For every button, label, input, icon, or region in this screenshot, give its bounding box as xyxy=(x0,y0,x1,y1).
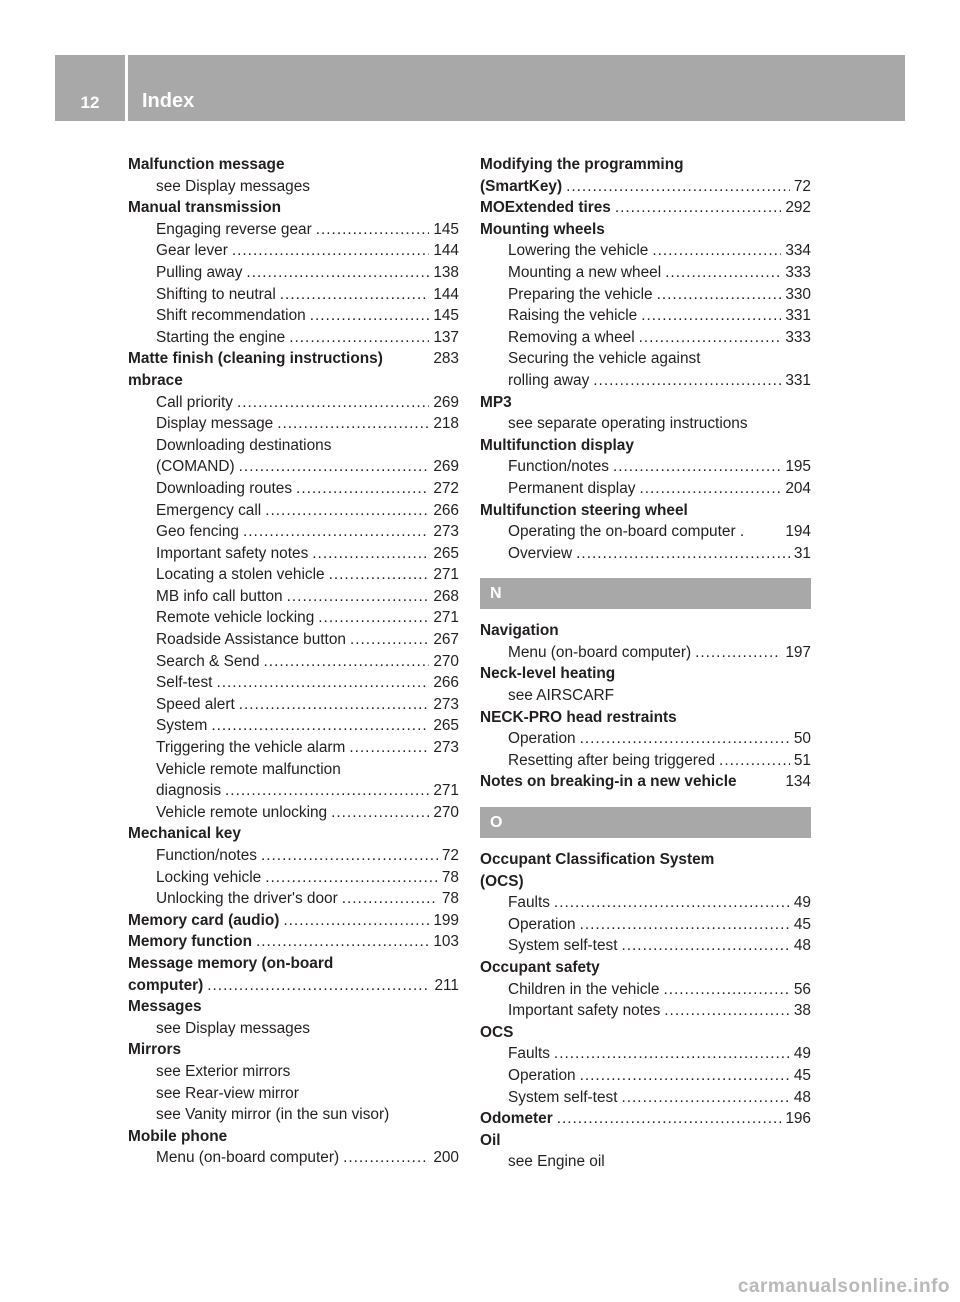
entry-label: (SmartKey) xyxy=(480,177,563,195)
entry-page-number[interactable]: 72 xyxy=(441,847,459,864)
index-subentry[interactable] xyxy=(480,685,811,707)
leader-dots xyxy=(580,914,790,936)
index-entry[interactable] xyxy=(480,1108,811,1130)
entry-label: Navigation xyxy=(480,622,559,640)
index-subentry[interactable] xyxy=(480,914,811,936)
entry-label: Speed alert xyxy=(156,695,235,713)
section-header: O xyxy=(480,807,811,838)
entry-page-number[interactable]: 268 xyxy=(433,587,459,605)
entry-page-number[interactable]: 283 xyxy=(433,350,459,368)
index-entry[interactable] xyxy=(128,975,459,997)
entry-page-number[interactable]: 266 xyxy=(433,674,459,692)
index-entry[interactable] xyxy=(480,707,811,729)
leader-dots xyxy=(350,629,429,651)
index-subentry[interactable] xyxy=(128,1083,459,1105)
entry-page-number[interactable]: 273 xyxy=(433,523,459,541)
leader-dots xyxy=(615,197,781,219)
index-entry[interactable] xyxy=(480,392,811,414)
leader-dots xyxy=(554,892,790,914)
entry-label: MP3 xyxy=(480,393,512,411)
index-subentry[interactable] xyxy=(128,607,459,629)
leader-dots xyxy=(243,521,429,543)
index-subentry[interactable] xyxy=(128,262,459,284)
entry-label: Emergency call xyxy=(156,501,262,519)
index-entry[interactable] xyxy=(480,154,811,176)
entry-label: Call priority xyxy=(156,393,233,411)
index-entry[interactable] xyxy=(480,871,811,893)
leader-dots xyxy=(342,888,438,910)
entry-label: Mounting a new wheel xyxy=(508,263,662,281)
entry-label: see AIRSCARF xyxy=(508,687,615,705)
entry-label: Unlocking the driver's door xyxy=(156,890,338,908)
leader-dots xyxy=(239,456,430,478)
entry-label: (OCS) xyxy=(480,872,524,890)
entry-page-number[interactable]: 331 xyxy=(785,371,811,389)
entry-label: Malfunction message xyxy=(128,156,285,173)
entry-page-number[interactable]: 292 xyxy=(785,199,811,217)
entry-page-number[interactable]: 137 xyxy=(433,328,459,346)
entry-page-number[interactable]: 331 xyxy=(785,307,811,325)
index-subentry[interactable] xyxy=(480,456,811,478)
index-entry[interactable] xyxy=(480,176,811,198)
entry-page-number[interactable]: 266 xyxy=(433,501,459,519)
index-subentry[interactable] xyxy=(128,392,459,414)
entry-page-number[interactable]: 134 xyxy=(785,773,811,791)
entry-label: Vehicle remote malfunction xyxy=(156,760,341,778)
index-subentry[interactable] xyxy=(128,219,459,241)
index-subentry[interactable] xyxy=(480,543,811,565)
leader-dots xyxy=(216,672,429,694)
leader-dots xyxy=(349,737,429,759)
entry-page-number[interactable]: 199 xyxy=(433,911,459,929)
index-subentry[interactable] xyxy=(480,1043,811,1065)
index-subentry[interactable] xyxy=(128,500,459,522)
index-entry[interactable] xyxy=(128,1039,459,1061)
index-subentry[interactable] xyxy=(128,845,459,867)
index-subentry[interactable] xyxy=(128,1061,459,1083)
entry-label: computer) xyxy=(128,976,204,994)
entry-label: Neck-level heating xyxy=(480,665,616,683)
entry-page-number[interactable]: 31 xyxy=(793,544,811,562)
leader-dots xyxy=(289,327,429,349)
entry-page-number[interactable]: 271 xyxy=(433,782,459,800)
index-subentry[interactable] xyxy=(480,370,811,392)
index-entry[interactable] xyxy=(480,219,811,241)
entry-page-number[interactable]: 200 xyxy=(433,1149,459,1167)
leader-dots xyxy=(695,642,781,664)
leader-dots xyxy=(621,1087,789,1109)
entry-label: Roadside Assistance button xyxy=(156,631,346,649)
entry-page-number[interactable]: 145 xyxy=(433,307,459,325)
entry-label: Operation xyxy=(508,730,576,748)
entry-label: Memory function xyxy=(128,933,252,951)
entry-label: Mobile phone xyxy=(128,1127,228,1145)
leader-dots xyxy=(663,979,789,1001)
entry-label: Engaging reverse gear xyxy=(156,220,312,238)
leader-dots xyxy=(343,1147,429,1169)
entry-page-number[interactable]: 38 xyxy=(793,1002,811,1020)
entry-label: Occupant Classification System xyxy=(480,851,715,869)
entry-label: Resetting after being triggered xyxy=(508,751,716,769)
index-subentry[interactable] xyxy=(128,629,459,651)
leader-dots xyxy=(316,219,430,241)
index-entry[interactable] xyxy=(480,957,811,979)
entry-page-number[interactable]: 273 xyxy=(433,739,459,757)
leader-dots xyxy=(296,478,429,500)
index-entry[interactable] xyxy=(128,154,459,176)
entry-label: see Display messages xyxy=(156,1019,310,1037)
leader-dots xyxy=(265,500,429,522)
entry-label: Securing the vehicle against xyxy=(508,350,701,368)
entry-page-number[interactable]: 265 xyxy=(433,544,459,562)
entry-label: Messages xyxy=(128,998,202,1016)
index-subentry[interactable] xyxy=(480,413,811,435)
entry-page-number[interactable]: 72 xyxy=(793,177,811,195)
entry-page-number[interactable]: 330 xyxy=(785,285,811,303)
section-header: N xyxy=(480,578,811,609)
entry-label: Faults xyxy=(508,894,550,912)
index-subentry[interactable] xyxy=(480,348,811,370)
index-subentry[interactable] xyxy=(480,892,811,914)
index-subentry[interactable] xyxy=(128,802,459,824)
leader-dots xyxy=(593,370,781,392)
index-subentry[interactable] xyxy=(128,521,459,543)
entry-page-number[interactable]: 267 xyxy=(433,631,459,649)
index-entry[interactable] xyxy=(128,1126,459,1148)
index-subentry[interactable] xyxy=(128,176,459,198)
index-subentry[interactable] xyxy=(480,327,811,349)
entry-label: MB info call button xyxy=(156,587,283,605)
leader-dots xyxy=(318,607,429,629)
leader-dots xyxy=(580,728,790,750)
index-entry[interactable] xyxy=(128,953,459,975)
index-entry[interactable] xyxy=(480,849,811,871)
leader-dots xyxy=(665,262,781,284)
entry-label: see Rear-view mirror xyxy=(156,1084,299,1102)
leader-dots xyxy=(719,750,790,772)
entry-label: Important safety notes xyxy=(508,1002,661,1020)
index-subentry[interactable] xyxy=(480,728,811,750)
index-subentry[interactable] xyxy=(480,521,811,543)
leader-dots xyxy=(211,715,429,737)
leader-dots xyxy=(207,975,430,997)
entry-label: Gear lever xyxy=(156,242,228,260)
entry-label: Matte finish (cleaning instructions) xyxy=(128,350,383,368)
entry-label: Remote vehicle locking xyxy=(156,609,315,627)
index-subentry[interactable] xyxy=(480,979,811,1001)
entry-label: Starting the engine xyxy=(156,328,286,346)
entry-label: Multifunction steering wheel xyxy=(480,501,688,519)
leader-dots xyxy=(310,305,430,327)
entry-page-number[interactable]: 333 xyxy=(785,328,811,346)
entry-label: Raising the vehicle xyxy=(508,307,638,325)
leader-dots xyxy=(237,392,429,414)
entry-label: Mechanical key xyxy=(128,825,241,843)
entry-label: Function/notes xyxy=(156,847,257,864)
leader-dots xyxy=(283,910,429,932)
entry-page-number[interactable]: 50 xyxy=(793,730,811,748)
index-subentry[interactable] xyxy=(128,737,459,759)
entry-page-number[interactable]: 218 xyxy=(433,415,459,433)
entry-page-number[interactable]: 145 xyxy=(433,220,459,238)
index-entry[interactable] xyxy=(480,435,811,457)
entry-label: Mirrors xyxy=(128,1041,182,1059)
entry-label: Downloading routes xyxy=(156,479,293,497)
index-subentry[interactable] xyxy=(128,240,459,262)
entry-label: Mounting wheels xyxy=(480,220,605,238)
entry-label: Operation xyxy=(508,915,576,933)
entry-page-number[interactable]: 51 xyxy=(793,751,811,769)
entry-page-number[interactable]: 197 xyxy=(785,643,811,661)
entry-label: Geo fencing xyxy=(156,523,239,541)
index-subentry[interactable] xyxy=(480,284,811,306)
entry-label: Operation xyxy=(508,1066,576,1084)
entry-label: rolling away xyxy=(508,371,590,389)
leader-dots xyxy=(312,543,429,565)
leader-dots xyxy=(264,651,430,673)
index-entry[interactable] xyxy=(480,1130,811,1152)
entry-label: Function/notes xyxy=(508,458,609,476)
entry-label: Self-test xyxy=(156,674,213,692)
leader-dots xyxy=(232,240,429,262)
entry-page-number[interactable]: 45 xyxy=(793,1066,811,1084)
index-subentry[interactable] xyxy=(480,642,811,664)
leader-dots xyxy=(329,564,430,586)
index-subentry[interactable] xyxy=(128,1018,459,1040)
entry-label: Vehicle remote unlocking xyxy=(156,803,328,821)
index-subentry[interactable] xyxy=(128,327,459,349)
leader-dots xyxy=(639,327,782,349)
entry-label: Triggering the vehicle alarm xyxy=(156,739,346,757)
entry-label: Message memory (on-board xyxy=(128,954,334,972)
index-entry[interactable] xyxy=(128,910,459,932)
entry-label: Lowering the vehicle xyxy=(508,242,649,260)
index-subentry[interactable] xyxy=(128,867,459,889)
index-entry[interactable] xyxy=(128,823,459,845)
leader-dots xyxy=(225,780,429,802)
index-subentry[interactable] xyxy=(480,1151,811,1173)
leader-dots xyxy=(280,284,430,306)
index-column-right xyxy=(480,154,811,1173)
entry-label: see Exterior mirrors xyxy=(156,1062,291,1080)
entry-page-number[interactable]: 269 xyxy=(433,458,459,476)
entry-page-number[interactable]: 138 xyxy=(433,263,459,281)
entry-page-number[interactable]: 211 xyxy=(434,976,459,994)
entry-label: mbrace xyxy=(128,371,183,389)
index-entry[interactable] xyxy=(480,771,811,793)
index-subentry[interactable] xyxy=(480,750,811,772)
entry-page-number[interactable]: 144 xyxy=(433,285,459,303)
index-subentry[interactable] xyxy=(128,284,459,306)
entry-label: see Engine oil xyxy=(508,1153,605,1171)
leader-dots xyxy=(664,1000,790,1022)
entry-label: System self-test xyxy=(508,937,618,955)
entry-label: Notes on breaking-in a new vehicle xyxy=(480,773,737,791)
entry-label: Multifunction display xyxy=(480,436,634,454)
index-subentry[interactable] xyxy=(480,935,811,957)
entry-label: Important safety notes xyxy=(156,544,309,562)
entry-page-number[interactable]: 271 xyxy=(433,609,459,627)
entry-label: System xyxy=(156,717,208,735)
entry-page-number[interactable]: 56 xyxy=(793,980,811,998)
entry-page-number[interactable]: 48 xyxy=(793,1088,811,1106)
entry-page-number[interactable]: 270 xyxy=(433,803,459,821)
index-subentry[interactable] xyxy=(480,240,811,262)
index-subentry[interactable] xyxy=(128,586,459,608)
entry-page-number[interactable]: 49 xyxy=(793,1045,811,1063)
index-subentry[interactable] xyxy=(480,305,811,327)
index-subentry[interactable] xyxy=(128,478,459,500)
leader-dots xyxy=(256,931,429,953)
index-subentry[interactable] xyxy=(128,456,459,478)
index-entry[interactable] xyxy=(480,500,811,522)
index-subentry[interactable] xyxy=(128,564,459,586)
index-subentry[interactable] xyxy=(128,543,459,565)
index-entry[interactable] xyxy=(128,996,459,1018)
entry-label: Removing a wheel xyxy=(508,328,635,346)
index-entry[interactable] xyxy=(128,197,459,219)
entry-label: Operating the on-board computer . xyxy=(508,523,745,541)
leader-dots xyxy=(621,935,789,957)
leader-dots xyxy=(557,1108,782,1130)
entry-label: Overview xyxy=(508,544,573,562)
index-subentry[interactable] xyxy=(128,715,459,737)
index-subentry[interactable] xyxy=(128,435,459,457)
entry-page-number[interactable]: 271 xyxy=(433,566,459,584)
entry-label: Modifying the programming xyxy=(480,156,684,173)
entry-page-number[interactable]: 194 xyxy=(785,523,811,541)
entry-label: Faults xyxy=(508,1045,550,1063)
index-entry[interactable] xyxy=(480,620,811,642)
index-subentry[interactable] xyxy=(480,1065,811,1087)
entry-page-number[interactable]: 204 xyxy=(785,479,811,497)
entry-label: Shift recommendation xyxy=(156,307,306,325)
leader-dots xyxy=(287,586,430,608)
index-entry[interactable] xyxy=(480,1022,811,1044)
entry-page-number[interactable]: 272 xyxy=(433,479,459,497)
entry-page-number[interactable]: 269 xyxy=(433,393,459,411)
entry-label: Locking vehicle xyxy=(156,868,262,886)
index-subentry[interactable] xyxy=(128,694,459,716)
entry-page-number[interactable]: 103 xyxy=(433,933,459,951)
entry-page-number[interactable]: 334 xyxy=(785,242,811,260)
index-column-left xyxy=(128,154,459,1169)
entry-page-number[interactable]: 78 xyxy=(441,868,459,886)
leader-dots xyxy=(613,456,781,478)
leader-dots xyxy=(576,543,790,565)
header-divider xyxy=(125,55,128,121)
entry-label: Menu (on-board computer) xyxy=(156,1149,340,1167)
index-subentry[interactable] xyxy=(128,413,459,435)
entry-label: Permanent display xyxy=(508,479,636,497)
watermark: carmanualsonline.info xyxy=(737,1276,950,1297)
index-subentry[interactable] xyxy=(480,1087,811,1109)
index-subentry[interactable] xyxy=(128,651,459,673)
entry-label: Oil xyxy=(480,1131,501,1149)
index-subentry[interactable] xyxy=(480,262,811,284)
entry-page-number[interactable]: 195 xyxy=(785,458,811,476)
entry-page-number[interactable]: 78 xyxy=(441,890,459,908)
entry-page-number[interactable]: 270 xyxy=(433,652,459,670)
leader-dots xyxy=(265,867,438,889)
entry-page-number[interactable]: 49 xyxy=(793,894,811,912)
index-entry[interactable] xyxy=(128,370,459,392)
entry-label: Occupant safety xyxy=(480,959,600,976)
entry-label: Shifting to neutral xyxy=(156,285,276,303)
entry-page-number[interactable]: 48 xyxy=(793,937,811,955)
entry-label: Pulling away xyxy=(156,263,243,281)
leader-dots xyxy=(580,1065,790,1087)
leader-dots xyxy=(331,802,429,824)
index-entry[interactable] xyxy=(128,931,459,953)
leader-dots xyxy=(641,305,781,327)
leader-dots xyxy=(277,413,429,435)
entry-label: NECK-PRO head restraints xyxy=(480,708,677,726)
entry-label: Memory card (audio) xyxy=(128,911,280,929)
page-number: 12 xyxy=(80,93,100,112)
index-entry[interactable] xyxy=(128,348,459,370)
entry-label: Search & Send xyxy=(156,652,260,670)
entry-label: Children in the vehicle xyxy=(508,980,660,998)
entry-label: see Vanity mirror (in the sun visor) xyxy=(156,1106,390,1124)
index-entry[interactable] xyxy=(480,663,811,685)
index-subentry[interactable] xyxy=(128,759,459,781)
entry-page-number[interactable]: 45 xyxy=(793,915,811,933)
index-subentry[interactable] xyxy=(128,305,459,327)
entry-label: Odometer xyxy=(480,1110,553,1128)
index-subentry[interactable] xyxy=(480,478,811,500)
index-subentry[interactable] xyxy=(128,888,459,910)
entry-page-number[interactable]: 273 xyxy=(433,695,459,713)
entry-label: Preparing the vehicle xyxy=(508,285,653,303)
entry-label: Manual transmission xyxy=(128,199,282,217)
entry-page-number[interactable]: 333 xyxy=(785,263,811,281)
index-subentry[interactable] xyxy=(480,1000,811,1022)
entry-label: OCS xyxy=(480,1023,514,1041)
index-subentry[interactable] xyxy=(128,780,459,802)
index-subentry[interactable] xyxy=(128,1104,459,1126)
page-header xyxy=(55,55,905,121)
leader-dots xyxy=(566,176,790,198)
index-subentry[interactable] xyxy=(128,1147,459,1169)
leader-dots xyxy=(239,694,430,716)
entry-label: MOExtended tires xyxy=(480,199,611,217)
leader-dots xyxy=(554,1043,790,1065)
entry-label: Menu (on-board computer) xyxy=(508,643,692,661)
entry-page-number[interactable]: 196 xyxy=(785,1110,811,1128)
entry-label: Downloading destinations xyxy=(156,436,332,454)
entry-label: System self-test xyxy=(508,1088,618,1106)
entry-label: diagnosis xyxy=(156,782,222,800)
entry-label: (COMAND) xyxy=(156,458,235,476)
entry-label: Display message xyxy=(156,415,274,433)
entry-label: Locating a stolen vehicle xyxy=(156,566,325,584)
entry-label: see separate operating instructions xyxy=(508,415,748,433)
index-entry[interactable] xyxy=(480,197,811,219)
page-title: Index xyxy=(142,90,195,112)
leader-dots xyxy=(652,240,781,262)
leader-dots xyxy=(657,284,782,306)
leader-dots xyxy=(639,478,781,500)
leader-dots xyxy=(246,262,429,284)
entry-page-number[interactable]: 265 xyxy=(433,717,459,735)
leader-dots xyxy=(261,845,438,867)
index-subentry[interactable] xyxy=(128,672,459,694)
entry-page-number[interactable]: 144 xyxy=(433,242,459,260)
entry-label: see Display messages xyxy=(156,177,310,195)
